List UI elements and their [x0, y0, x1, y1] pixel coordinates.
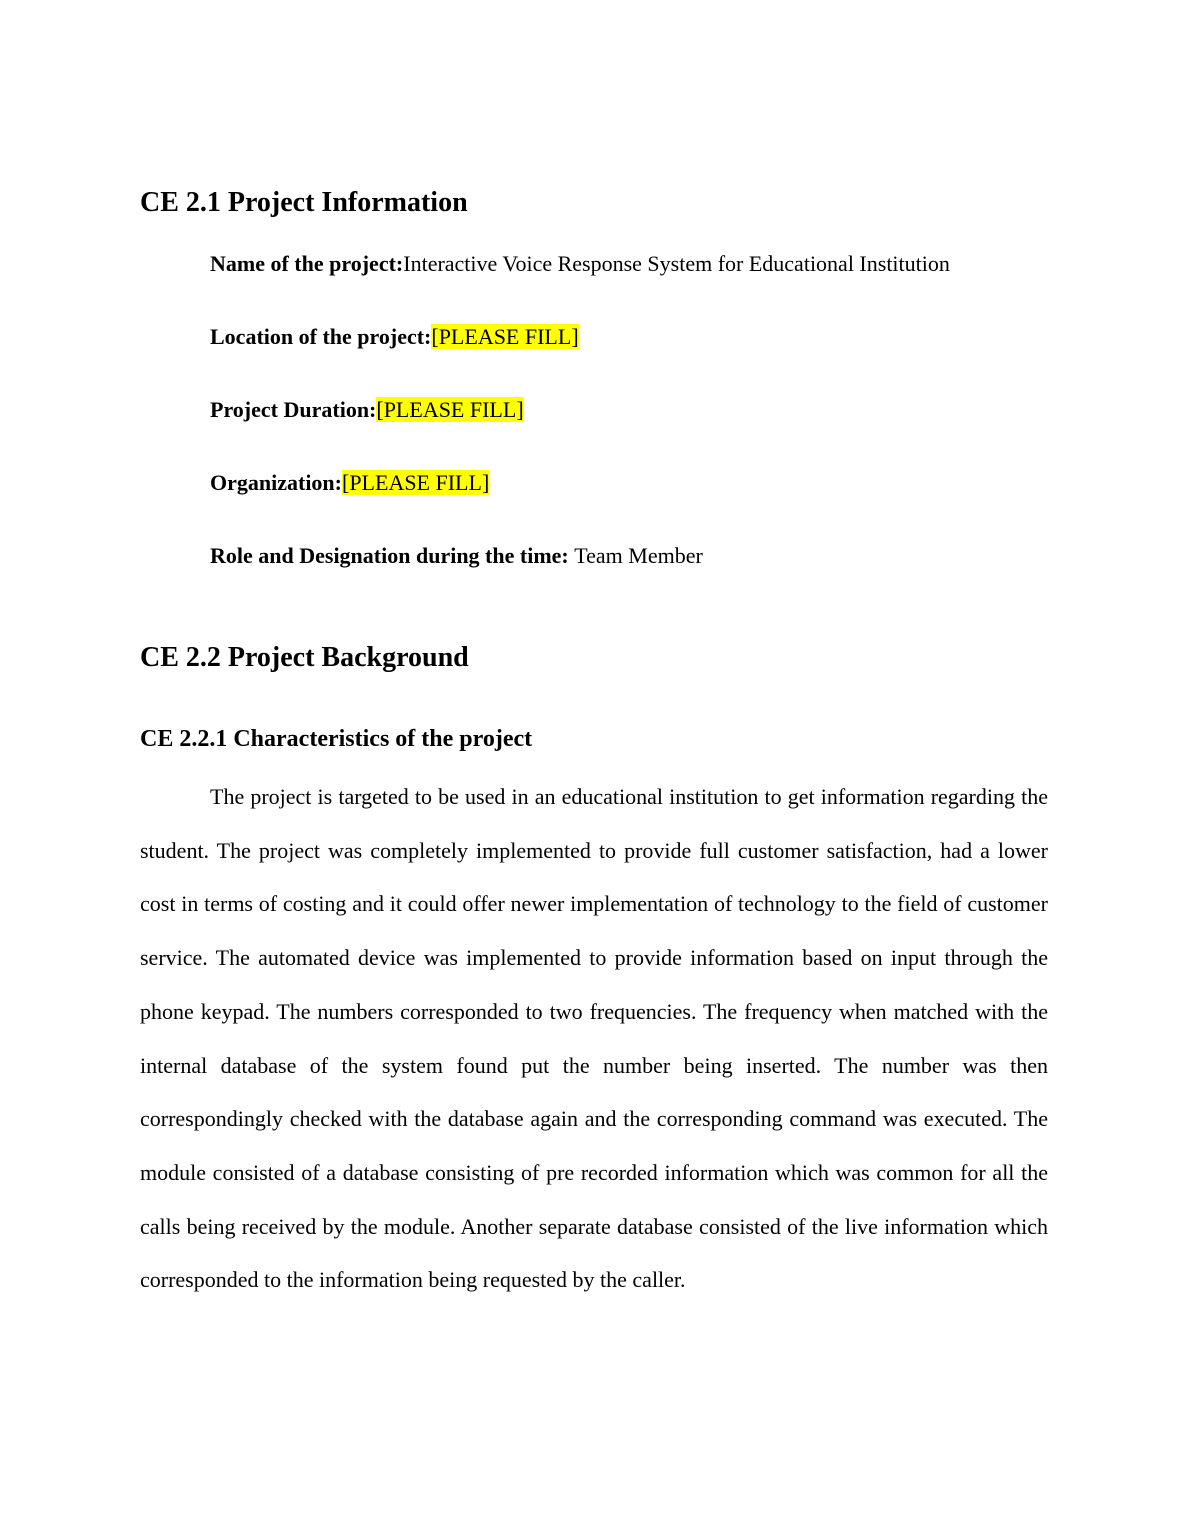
field-label: Project Duration: — [210, 397, 377, 422]
field-label: Name of the project: — [210, 251, 404, 276]
field-label: Role and Designation during the time: — [210, 543, 575, 568]
field-value-highlighted: [PLEASE FILL] — [376, 397, 524, 422]
field-value: Team Member — [574, 543, 703, 568]
field-value: Interactive Voice Response System for Educational Institution — [403, 251, 950, 276]
field-project-location — [210, 322, 579, 352]
section-heading-project-information: CE 2.1 Project Information — [140, 187, 468, 218]
field-value-highlighted: [PLEASE FILL] — [431, 324, 579, 349]
section-heading-project-background: CE 2.2 Project Background — [140, 642, 469, 673]
characteristics-paragraph: The project is targeted to be used in an educational institution to get information regarding the student. The project was completely implemented to provide full customer satisfaction, had a lower cost in terms of costing and it could offer newer implementation of technology to the field of customer service. The automated device was implemented to provide information based on input through the phone keypad. The numbers corresponded to two frequencies. The frequency when matched with the internal database of the system found put the number being inserted. The number was then correspondingly checked with the database again and the corresponding command was executed. The module consisted of a database consisting of pre recorded information which was common for all the calls being received by the module. Another separate database consisted of the live information which corresponded to the information being requested by the caller. — [140, 784, 1048, 1293]
field-project-name — [210, 249, 950, 279]
field-project-duration — [210, 395, 524, 425]
field-value-highlighted: [PLEASE FILL] — [342, 470, 490, 495]
subsection-heading-characteristics: CE 2.2.1 Characteristics of the project — [140, 726, 533, 752]
field-organization — [210, 468, 489, 498]
field-label: Organization: — [210, 470, 342, 495]
field-label: Location of the project: — [210, 324, 432, 349]
field-role-designation — [210, 541, 703, 571]
